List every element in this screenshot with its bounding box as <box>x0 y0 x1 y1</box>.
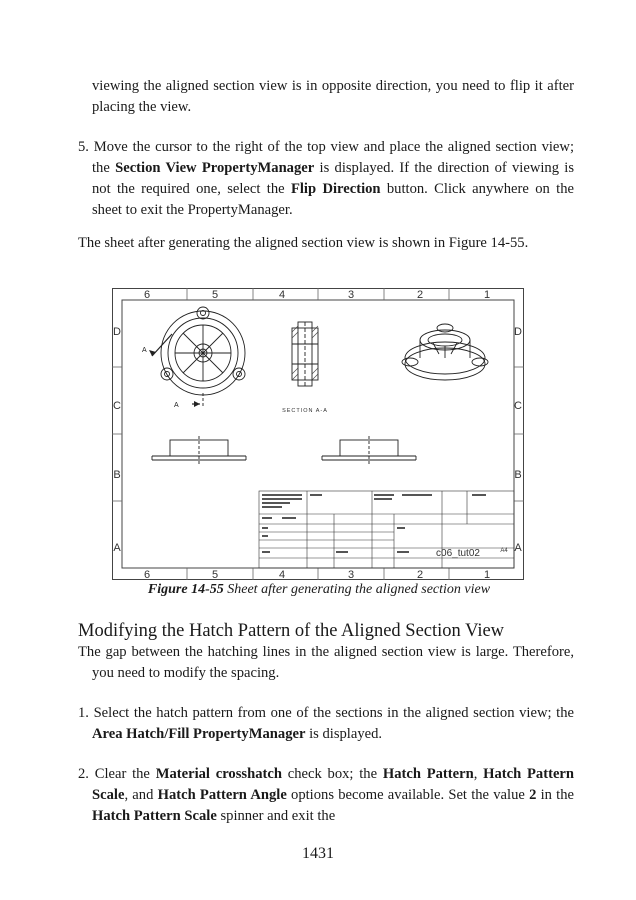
section-view-label: SECTION A-A <box>282 408 328 414</box>
step-1-text-end: is displayed. <box>305 726 383 742</box>
zone-col-5-top: 5 <box>211 289 219 301</box>
step-2-text-1: check box; the <box>281 766 383 782</box>
zone-col-6-top: 6 <box>143 289 151 301</box>
step-5-paragraph <box>78 137 574 221</box>
step-2-text: 2. Clear the <box>78 766 156 782</box>
zone-col-5-bottom: 5 <box>211 569 219 580</box>
section-view-propertymanager: Section View PropertyManager <box>115 160 315 176</box>
figure-caption-label: Figure 14-55 <box>147 582 224 597</box>
drawing-sheet-figure <box>112 288 524 585</box>
hatch-pattern-label: Hatch Pattern <box>382 766 474 782</box>
zone-col-3-top: 3 <box>347 289 355 301</box>
step-1-text: 1. Select the hatch pattern from one of the sections in the aligned section view; the <box>78 705 574 721</box>
zone-col-4-top: 4 <box>278 289 286 301</box>
step-5-text-mid: is displayed. If the direction of viewing is not the required one, select the <box>92 160 575 197</box>
cutting-plane-label-a-2: A <box>174 402 179 409</box>
step-2-text-2: , <box>473 766 484 782</box>
scale-value: 2 <box>529 787 537 803</box>
zone-row-c-left: C <box>113 400 121 412</box>
figure-reference-paragraph: The sheet after generating the aligned section view is shown in Figure 14-55. <box>78 235 529 251</box>
zone-col-3-bottom: 3 <box>347 569 355 580</box>
step-2-text-5: in the <box>536 787 574 803</box>
material-crosshatch-label: Material crosshatch <box>155 766 282 782</box>
zone-row-b-right: B <box>514 469 522 481</box>
title-block-drawing-name: c06_tut02 <box>436 548 480 559</box>
zone-col-4-bottom: 4 <box>278 569 286 580</box>
hatch-pattern-angle-label: Hatch Pattern Angle <box>157 787 287 803</box>
step-2-text-3: , and <box>124 787 158 803</box>
zone-col-1-top: 1 <box>483 289 491 301</box>
zone-row-a-right: A <box>514 542 522 554</box>
step-2-paragraph <box>78 764 574 827</box>
zone-col-2-bottom: 2 <box>416 569 424 580</box>
step-2-text-4: options become available. Set the value <box>286 787 530 803</box>
section-intro-paragraph: The gap between the hatching lines in the aligned section view is large. Therefore, you need to modify the spacing. <box>78 644 574 681</box>
page-number: 1431 <box>302 845 334 862</box>
zone-row-d-left: D <box>113 326 121 338</box>
zone-row-d-right: D <box>514 326 522 338</box>
area-hatch-fill-propertymanager: Area Hatch/Fill PropertyManager <box>92 726 306 742</box>
drawing-sheet <box>112 288 524 580</box>
step-5-text: 5. Move the cursor to the right of the top view and place the aligned section view; the <box>78 139 574 176</box>
figure-caption <box>78 582 560 598</box>
zone-row-b-left: B <box>113 469 121 481</box>
zone-col-6-bottom: 6 <box>143 569 151 580</box>
figure-caption-text: Sheet after generating the aligned section view <box>227 582 491 597</box>
step-2-text-6: spinner and exit the <box>216 808 336 824</box>
zone-row-c-right: C <box>514 400 522 412</box>
zone-row-a-left: A <box>113 542 121 554</box>
zone-col-1-bottom: 1 <box>483 569 491 580</box>
hatch-pattern-scale-label: Hatch Pattern Scale <box>92 766 575 803</box>
title-block-sheet-size: A4 <box>500 548 508 554</box>
step-1-paragraph <box>78 703 574 745</box>
cutting-plane-label-a-1: A <box>142 347 147 354</box>
hatch-pattern-scale-spinner-label: Hatch Pattern Scale <box>92 808 217 824</box>
paragraph-continuation: viewing the aligned section view is in opposite direction, you need to flip it after placing the view. <box>92 78 574 115</box>
section-heading: Modifying the Hatch Pattern of the Aligned Section View <box>78 621 505 641</box>
zone-col-2-top: 2 <box>416 289 424 301</box>
flip-direction-label: Flip Direction <box>290 181 381 197</box>
step-5-text-end: button. Click anywhere on the sheet to exit the PropertyManager. <box>92 181 574 218</box>
